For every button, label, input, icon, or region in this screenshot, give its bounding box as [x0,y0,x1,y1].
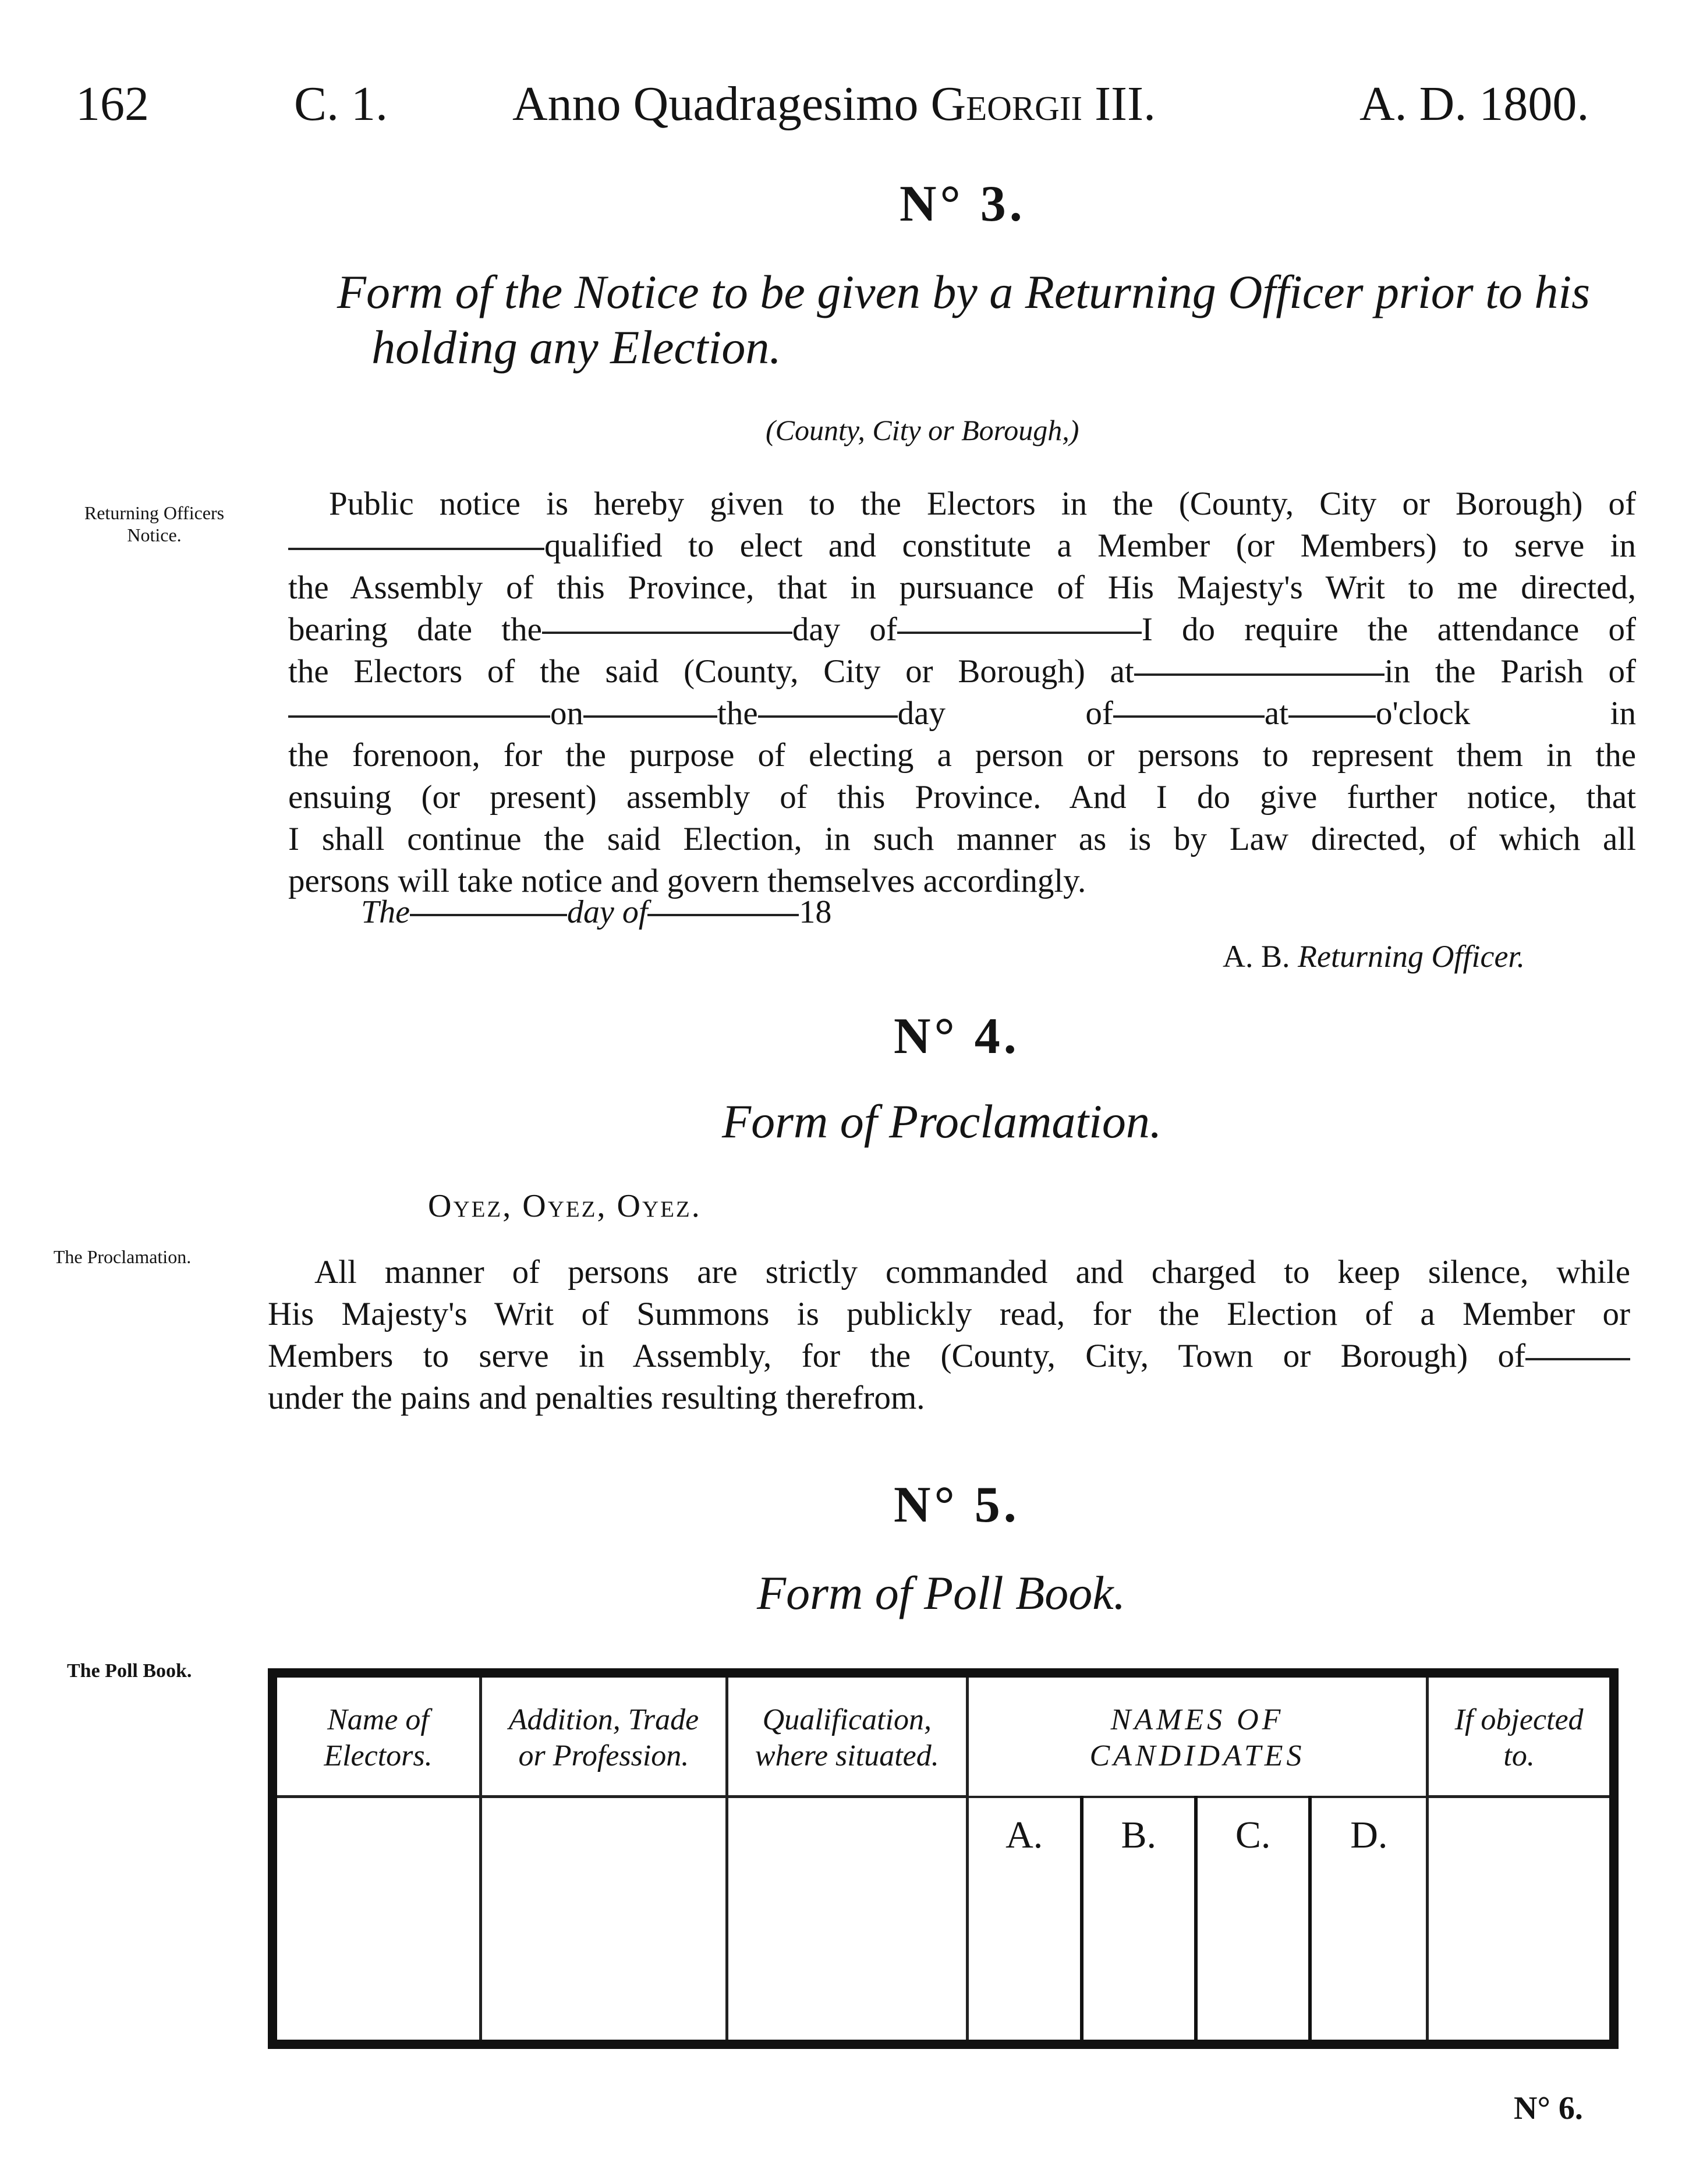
notice-line-8: ensuing (or present) assembly of this Province. And I do give further notice, that [288,779,1636,816]
signature [1223,938,1525,974]
blank-rule [410,914,567,916]
margin-note-proclamation: The Proclamation. [53,1246,192,1267]
form-subtitle-3: (County, City or Borough,) [766,414,1079,446]
col-header-objected: If objected to. [1428,1673,1614,1797]
col-header-candidates: NAMES OF CANDIDATES [967,1673,1427,1797]
blank-rule [1113,715,1265,718]
chapter-number: C. 1. [294,77,388,131]
oyez: Oyez, Oyez, Oyez. [428,1188,702,1224]
form-title-4: Form of Proclamation. [722,1095,1162,1148]
candidate-a: A. [967,1797,1081,2045]
form-title-3-line1: Form of the Notice to be given by a Returning Officer prior to his [337,265,1591,318]
notice-line-9: I shall continue the said Election, in such manner as is by Law directed, of which all [288,821,1636,857]
blank-rule [1525,1358,1630,1360]
poll-book-table [268,1668,1619,2049]
blank-rule [542,632,792,634]
running-title-king: Georgii III. [930,77,1156,131]
poll-header-row [272,1673,1614,1797]
proclamation-line-3: Members to serve in Assembly, for the (County, City, Town or Borough) of [268,1335,1630,1377]
blank-rule [1134,673,1385,676]
notice-line-6: on the day of at o'clock in [288,693,1636,735]
margin-note-poll-book: The Poll Book. [67,1660,192,1682]
section-number-4: N° 4. [894,1008,1020,1065]
blank-rule [647,914,799,916]
signature-title: Returning Officer. [1298,939,1525,974]
cell-name [272,1797,480,2045]
candidate-b: B. [1082,1797,1196,2045]
blank-rule [583,715,717,718]
date-line: The day of 18 [361,894,832,930]
notice-line-2: qualified to elect and constitute a Member (or Members) to serve in [288,525,1636,567]
header-year: A. D. 1800. [1359,77,1589,131]
candidate-c: C. [1196,1797,1310,2045]
page-number: 162 [76,77,149,131]
catchword: N° 6. [1514,2090,1583,2126]
section-number-3: N° 3. [900,176,1026,232]
notice-line-5: the Electors of the said (County, City or Borough) at in the Parish of [288,653,1636,690]
notice-line-3: the Assembly of this Province, that in pursuance of His Majesty's Writ to me directed, [288,569,1636,606]
col-header-addition: Addition, Trade or Profession. [480,1673,727,1797]
blank-rule [1288,715,1376,718]
notice-line-4: bearing date the day of I do require the attendance of [288,611,1636,648]
running-title-prefix: Anno Quadragesimo [512,77,919,131]
notice-line-1: Public notice is hereby given to the Electors in the (County, City or Borough) of [329,485,1636,522]
blank-rule [897,632,1142,634]
form-title-3-line2: holding any Election. [371,321,781,374]
running-title [512,76,1156,132]
blank-rule [758,715,898,718]
cell-objected [1428,1797,1614,2045]
section-number-5: N° 5. [894,1477,1020,1533]
proclamation-body [268,1251,1630,1419]
candidate-d: D. [1310,1797,1427,2045]
signature-name: A. B. [1223,939,1290,974]
margin-note-returning-officers: Returning Officers Notice. [84,502,225,545]
notice-line-10: persons will take notice and govern themselves accordingly. [288,863,1086,899]
cell-qualification [727,1797,967,2045]
cell-addition [480,1797,727,2045]
proclamation-line-2: His Majesty's Writ of Summons is publickly read, for the Election of a Member or [268,1296,1630,1332]
blank-rule [288,548,544,550]
blank-rule [288,715,550,718]
col-header-qualification: Qualification, where situated. [727,1673,967,1797]
col-header-name: Name of Electors. [272,1673,480,1797]
form-title-5: Form of Poll Book. [757,1566,1126,1619]
notice-body [288,483,1636,902]
proclamation-line-1: All manner of persons are strictly commanded and charged to keep silence, while [314,1254,1630,1290]
proclamation-line-4: under the pains and penalties resulting therefrom. [268,1380,925,1416]
poll-body-row [272,1797,1614,2045]
notice-line-7: the forenoon, for the purpose of electing a person or persons to represent them in the [288,737,1636,774]
